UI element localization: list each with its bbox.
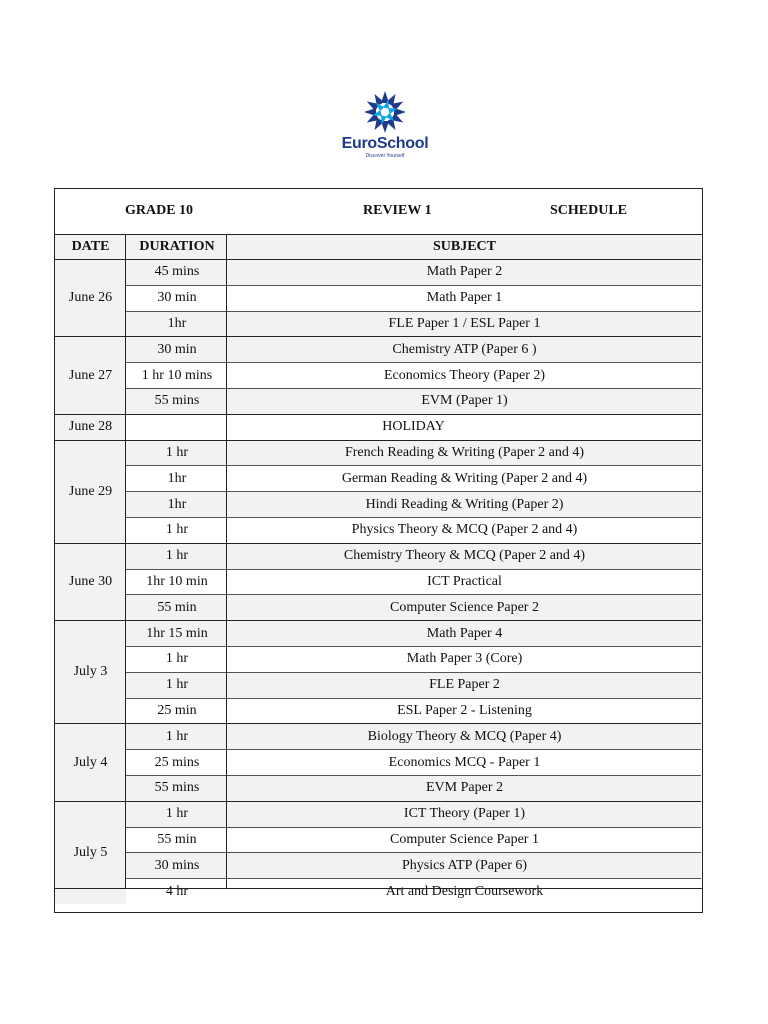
- table-row: [55, 801, 701, 827]
- table-row: [55, 724, 701, 750]
- subject-cell: Math Paper 4: [228, 621, 701, 647]
- schedule-sheet: [54, 188, 703, 913]
- date-cell: June 28: [55, 414, 126, 440]
- duration-cell: 45 mins: [126, 260, 228, 286]
- duration-cell: 1hr: [126, 492, 228, 518]
- subject-cell: Physics ATP (Paper 6): [228, 853, 701, 879]
- duration-cell: 25 mins: [126, 750, 228, 776]
- subject-cell: Chemistry ATP (Paper 6 ): [228, 337, 701, 363]
- date-cell: July 4: [55, 724, 126, 801]
- duration-cell: 30 min: [126, 285, 228, 311]
- duration-cell: 4 hr: [126, 879, 228, 904]
- subject-cell: FLE Paper 2: [228, 672, 701, 698]
- subject-cell: Math Paper 1: [228, 285, 701, 311]
- subject-cell: Math Paper 2: [228, 260, 701, 286]
- date-column-divider: [125, 234, 126, 888]
- star-flower-icon: [363, 90, 407, 134]
- duration-cell: 25 min: [126, 698, 228, 724]
- schedule-table: [55, 234, 701, 904]
- column-header-row: [55, 234, 701, 260]
- duration-cell: 1hr 10 min: [126, 569, 228, 595]
- duration-cell: 1hr 15 min: [126, 621, 228, 647]
- subject-cell: Hindi Reading & Writing (Paper 2): [228, 492, 701, 518]
- duration-cell: 1hr: [126, 311, 228, 337]
- subject-cell: Math Paper 3 (Core): [228, 646, 701, 672]
- date-cell: July 3: [55, 621, 126, 724]
- date-cell: June 30: [55, 543, 126, 620]
- subject-cell: German Reading & Writing (Paper 2 and 4): [228, 466, 701, 492]
- table-row: [55, 698, 701, 724]
- table-row: [55, 750, 701, 776]
- column-header-duration: DURATION: [126, 234, 228, 260]
- date-cell: June 27: [55, 337, 126, 414]
- duration-cell: 1 hr: [126, 801, 228, 827]
- subject-cell: Physics Theory & MCQ (Paper 2 and 4): [228, 517, 701, 543]
- duration-cell: 1 hr: [126, 440, 228, 466]
- subject-cell: Economics MCQ - Paper 1: [228, 750, 701, 776]
- table-row: [55, 311, 701, 337]
- table-row: [55, 853, 701, 879]
- table-row: [55, 363, 701, 389]
- subject-cell: EVM (Paper 1): [228, 388, 701, 414]
- duration-column-divider: [226, 234, 227, 888]
- subject-cell: French Reading & Writing (Paper 2 and 4): [228, 440, 701, 466]
- euroschool-logo: [330, 90, 440, 159]
- duration-cell: 55 min: [126, 595, 228, 621]
- schedule-header: [55, 189, 702, 234]
- duration-cell: 1 hr: [126, 543, 228, 569]
- column-header-date: DATE: [55, 234, 126, 260]
- duration-cell: 1 hr: [126, 672, 228, 698]
- subject-cell: ICT Theory (Paper 1): [228, 801, 701, 827]
- date-cell: June 26: [55, 260, 126, 337]
- table-row: [55, 388, 701, 414]
- duration-cell: 55 min: [126, 827, 228, 853]
- duration-cell: 1hr: [126, 466, 228, 492]
- brand-tagline: Discover Yourself: [365, 153, 405, 159]
- table-row: [55, 466, 701, 492]
- table-row: [55, 646, 701, 672]
- table-row: [55, 672, 701, 698]
- duration-cell: 1 hr: [126, 724, 228, 750]
- header-divider: [55, 234, 702, 235]
- table-row: [55, 285, 701, 311]
- grade-label: GRADE 10: [125, 203, 194, 218]
- subject-cell: Computer Science Paper 2: [228, 595, 701, 621]
- duration-cell: 1 hr: [126, 517, 228, 543]
- subject-cell: Computer Science Paper 1: [228, 827, 701, 853]
- subject-cell: Economics Theory (Paper 2): [228, 363, 701, 389]
- table-row: [55, 595, 701, 621]
- subject-cell: EVM Paper 2: [228, 775, 701, 801]
- date-cell: June 29: [55, 440, 126, 543]
- table-row: [55, 827, 701, 853]
- duration-cell: 1 hr 10 mins: [126, 363, 228, 389]
- subject-cell: Art and Design Coursework: [228, 879, 701, 904]
- table-row: [55, 440, 701, 466]
- review-label: REVIEW 1: [363, 203, 432, 218]
- empty-footer-row: [55, 888, 702, 913]
- table-row: [55, 543, 701, 569]
- brand-name: EuroSchool: [341, 135, 429, 152]
- column-header-subject: SUBJECT: [228, 234, 701, 260]
- table-row: [55, 569, 701, 595]
- holiday-cell: HOLIDAY: [126, 414, 701, 440]
- schedule-body: [55, 260, 701, 904]
- duration-cell: 30 mins: [126, 853, 228, 879]
- duration-cell: 30 min: [126, 337, 228, 363]
- subject-cell: ESL Paper 2 - Listening: [228, 698, 701, 724]
- table-row: [55, 621, 701, 647]
- schedule-label: SCHEDULE: [550, 203, 628, 218]
- duration-cell: 55 mins: [126, 388, 228, 414]
- subject-cell: Biology Theory & MCQ (Paper 4): [228, 724, 701, 750]
- table-row: [55, 260, 701, 286]
- subject-cell: Chemistry Theory & MCQ (Paper 2 and 4): [228, 543, 701, 569]
- table-row: [55, 337, 701, 363]
- subject-cell: ICT Practical: [228, 569, 701, 595]
- table-row: [55, 492, 701, 518]
- table-row: [55, 517, 701, 543]
- duration-cell: 55 mins: [126, 775, 228, 801]
- date-cell: July 5: [55, 801, 126, 904]
- table-row: [55, 775, 701, 801]
- subject-cell: FLE Paper 1 / ESL Paper 1: [228, 311, 701, 337]
- duration-cell: 1 hr: [126, 646, 228, 672]
- holiday-row: [55, 414, 701, 440]
